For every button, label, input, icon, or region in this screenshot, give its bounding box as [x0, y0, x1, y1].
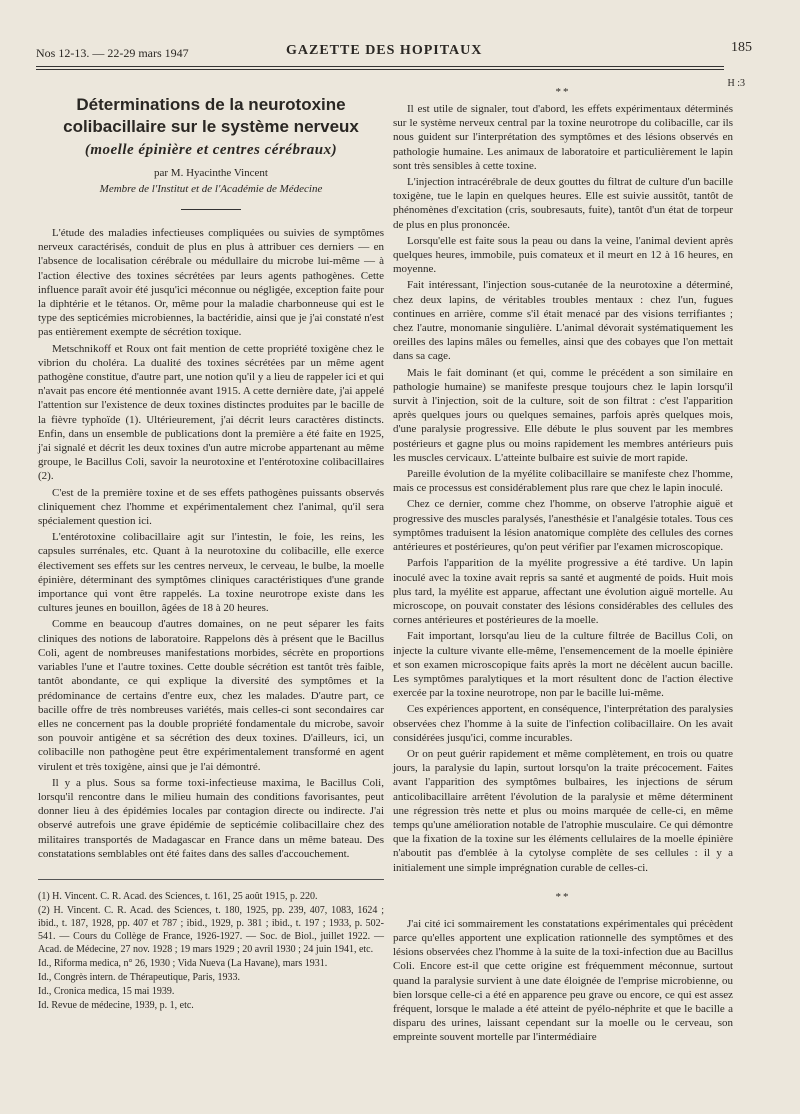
- paragraph: Metschnikoff et Roux ont fait mention de cette propriété toxigène chez le vibrion du choléra. La dualité des toxines sécrétées par un même agent pathogène constitue, d'autre part, une notion qu'il y a lieu de rappeler ici et qui n'avait pas encore été mentionnée avant 1915. A cette dernière date, j'ai appelé l'attention sur l'existence de deux toxines distinctes produites par le bacille de la fièvre typhoïde (1). Ultérieurement, j'ai décrit leurs caractères distincts. Enfin, dans un ensemble de publications dont la première a été faite en 1925, j'ai signalé et décrit les deux toxines d'un autre microbe appartenant au même groupe, le Bacillus Coli, savoir la neurotoxine et l'entérotoxine colibacillaires (2).: [38, 342, 384, 483]
- author-affiliation: Membre de l'Institut et de l'Académie de Médecine: [99, 183, 323, 195]
- paragraph: Mais le fait dominant (et qui, comme le précédent a son similaire en pathologie humaine) se manifeste presque toujours chez le lapin lorsqu'il survit à l'injection, soit de la culture, soit de son filtrat : c'est l'apparition après quelques jours ou quelques semaines, parfois après quelques mois, d'une paralysie progressive. Elle débute le plus souvent par les membres postérieurs et gagne plus ou moins rapidement les membres antérieurs puis les muscles cervicaux. L'atteinte bulbaire est suivie de mort rapide.: [393, 366, 733, 464]
- right-body-1: [393, 102, 733, 875]
- paragraph: J'ai cité ici sommairement les constatations expérimentales qui précèdent parce qu'elles apportent une explication rationnelle des symptômes et des lésions observées chez l'homme à la suite de la toxi-infection due au Bacillus Coli. Encore est-il que cette origine est fréquemment méconnue, surtout quand la paralysie survient à une date éloignée de l'emprise microbienne, ou bien lorsque celle-ci a été en apparence peu grave ou encore, ce qui est assez fréquent, lorsque le malade a été atteint de pyélo-néphrite et que le bacille a disparu des urines, laissant cependant sur la moelle ou le cerveau, son empreinte souvent mortelle par l'intermédiaire: [393, 917, 733, 1044]
- title-divider: [181, 209, 241, 210]
- footnote: Id., Riforma medica, n° 26, 1930 ; Vida Nueva (La Havane), mars 1931.: [38, 957, 328, 969]
- right-column: [393, 78, 745, 1047]
- header-rule: [36, 66, 724, 70]
- footnote: (2) H. Vincent. C. R. Acad. des Sciences, t. 180, 1925, pp. 239, 407, 1083, 1624 ; ibid., t. 187, 1928, pp. 407 et 787 ; ibid., 1929, p. 381 ; ibid., t. 197 ; 1933, p. 502-541. — Cours du Collège de France, 1926-1927. — Soc. de Biol., juillet 1922. — Acad. de Médecine, 27 nov. 1928 ; 19 mars 1929 ; 20 avril 1930 ; 24 juin 1941, etc.: [38, 904, 384, 955]
- paragraph: Fait intéressant, l'injection sous-cutanée de la neurotoxine a déterminé, chez deux lapins, de véritables troubles mentaux : chez l'un, fugues continues en arrière, comme s'il était menacé par des visions terrifiantes ; chez l'autre, monomanie singulière. L'animal dévorait systématiquement les oreilles des lapins mâles ou femelles, ainsi que des cobayes que l'on mettait dans sa cage.: [393, 279, 733, 363]
- section-separator-2: **: [555, 890, 571, 903]
- page-number: 185: [731, 40, 752, 55]
- paragraph: Il y a plus. Sous sa forme toxi-infectieuse maxima, le Bacillus Coli, lorsqu'il rencontre dans le milieu humain des conditions favorisantes, peut donner lieu à des épidémies locales par contagion directe ou indirecte. J'ai observé autrefois une grave épidémie de septicémie colibacillaire chez des militaires transportés de Madagascar en France dans un même bateau. Des constatations semblables ont été faites dans des salles d'accouchement.: [38, 776, 384, 860]
- right-body-2: [393, 917, 733, 1045]
- footnotes: [38, 890, 384, 1012]
- paragraph: Comme en beaucoup d'autres domaines, on ne peut séparer les faits cliniques des notions de laboratoire. Rappelons dès à présent que le Bacillus Coli, agent de nombreuses manifestations morbides, sécrète en proportions variables l'une et l'autre toxines. Cette double sécrétion est tantôt très faible, tantôt abondante, ce qui explique la diversité des symptômes et la prédominance de certains d'entre eux, chez les malades. D'autre part, ce bacille offre de très nombreuses variétés, mais celles-ci sont secondaires car elles ne concernent pas la double propriété fondamentale du microbe, savoir son pouvoir antigène et sa sécrétion des deux toxines. D'ailleurs, ici, un colibacille non pathogène peut être expérimentalement transformé en agent virulent et très toxigène, ainsi que je l'ai démontré.: [38, 618, 384, 773]
- footnote: (1) H. Vincent. C. R. Acad. des Sciences, t. 161, 25 août 1915, p. 220.: [38, 890, 318, 902]
- left-body: [38, 226, 384, 861]
- section-separator: **: [555, 86, 571, 98]
- footnote: Id., Congrès intern. de Thérapeutique, Paris, 1933.: [38, 971, 240, 983]
- paragraph: Parfois l'apparition de la myélite progressive a été tardive. Un lapin inoculé avec la toxine avait repris sa santé et augmenté de poids. Huit mois plus tard, la myélite est apparue, affectant une évolution aiguë mortelle. Au microscope, on pouvait constater des lésions considérables des cellules des cornes antérieures et postérieures de la moelle.: [393, 557, 733, 627]
- paragraph: Pareille évolution de la myélite colibacillaire se manifeste chez l'homme, mais ce processus est considérablement plus rare que chez le lapin inoculé.: [393, 468, 733, 495]
- footnote-divider: [38, 879, 384, 880]
- article-title: Déterminations de la neurotoxine colibacillaire sur le système nerveux: [63, 95, 359, 136]
- margin-marker: H :3: [727, 78, 745, 89]
- paragraph: L'injection intracérébrale de deux gouttes du filtrat de culture d'un bacille toxigène, tue le lapin en quelques heures. Elle est suivie aussitôt, tantôt de phénomènes d'excitation (cris, soubresauts, fuite), tantôt d'un état de torpeur de plus en plus prononcée.: [393, 176, 733, 231]
- running-header: [36, 40, 752, 66]
- footnote: Id., Cronica medica, 15 mai 1939.: [38, 985, 175, 997]
- paragraph: L'étude des maladies infectieuses compliquées ou suivies de symptômes nerveux caractérisés, conduit de plus en plus à attribuer ces derniers — en l'absence de localisation cérébrale ou médullaire du microbe lui-même — à l'action élective des toxines sécrétées par leurs agents pathogènes. Cette influence paraît avoir été jusqu'ici méconnue ou négligée, exception faite pour la diphtérie et le tétanos. Or, même pour la maladie charbonneuse qui est le type des septicémies microbiennes, la bactéridie, ainsi que je j'ai constaté n'est pas entièrement exempte de sécrétion toxique.: [38, 227, 384, 339]
- paragraph: Chez ce dernier, comme chez l'homme, on observe l'atrophie aiguë et progressive des muscles paralysés, l'anesthésie et l'analgésie totales. Tous ces symptômes traduisent la lésion anatomique complète des cellules des cornes antérieures et postérieures, qu'on peut vérifier par l'examen microscopique.: [393, 498, 733, 554]
- paragraph: Il est utile de signaler, tout d'abord, les effets expérimentaux déterminés sur le système nerveux central par la toxine neurotrope du colibacille, car ils nous guident sur l'interprétation des symptômes et des lésions observés en pathologie humaine. Les animaux de laboratoire et particulièrement le lapin sont très sensibles à cette toxine.: [393, 103, 733, 172]
- issue-number: Nos 12-13. — 22-29 mars 1947: [36, 46, 189, 60]
- paragraph: Lorsqu'elle est faite sous la peau ou dans la veine, l'animal devient après quelques heures, immobile, puis comateux et il meurt en 12 à 16 heures, en moyenne.: [393, 234, 733, 276]
- article-subtitle: (moelle épinière et centres cérébraux): [84, 142, 338, 158]
- paragraph: Or on peut guérir rapidement et même complètement, en trois ou quatre jours, la paralysie du lapin, surtout lorsqu'on la traite précocement. Faites avant l'apparition des symptômes bulbaires, les injections de sérum anticolibacillaire arrêtent l'évolution de la paralysie et même déterminent une régression très nette et plus ou moins marquée de celle-ci, en même temps qu'une amélioration notable de l'atrophie musculaire. Ce qui démontre que la fixation de la toxine sur les éléments cellulaires de la moelle épinière n'aboutit pas d'emblée à la cytolyse complète de ses cellules : il y a initialement une simple imprégnation curable de celles-ci.: [393, 747, 733, 874]
- footnote: Id. Revue de médecine, 1939, p. 1, etc.: [38, 999, 194, 1011]
- author-byline: par M. Hyacinthe Vincent: [154, 167, 268, 179]
- journal-title: GAZETTE DES HOPITAUX: [286, 43, 483, 58]
- paragraph: Ces expériences apportent, en conséquence, l'interprétation des paralysies observées chez l'homme à la suite de l'infection colibacillaire. On les avait considérées jusqu'ici, comme incurables.: [393, 703, 733, 744]
- paragraph: L'entérotoxine colibacillaire agit sur l'intestin, le foie, les reins, les capsules surrénales, etc. Quant à la neurotoxine du colibacille, elle exerce électivement ses effets sur les centres nerveux, le cerveau, le bulbe, la moelle épinière, déterminant des symptômes cliniques caractéristiques d'une grande importance qui vont être rappelés. La toxine neurotrope existe dans les cultures jeunes en bouillon, âgées de 18 à 20 heures.: [38, 531, 384, 615]
- paragraph: Fait important, lorsqu'au lieu de la culture filtrée de Bacillus Coli, on injecte la culture vivante elle-même, l'ensemencement de la moelle épinière et son examen microscopique faits après la mort ne décèlent aucun bacille. Les symptômes paralytiques et la mort résultent donc de l'action élective exercée par la toxine neurotrope, non par le bacille lui-même.: [393, 630, 733, 700]
- paragraph: C'est de la première toxine et de ses effets pathogènes puissants observés cliniquement chez l'homme et expérimentalement chez l'animal, qu'il sera spécialement question ici.: [38, 486, 384, 528]
- left-column: [38, 80, 384, 1013]
